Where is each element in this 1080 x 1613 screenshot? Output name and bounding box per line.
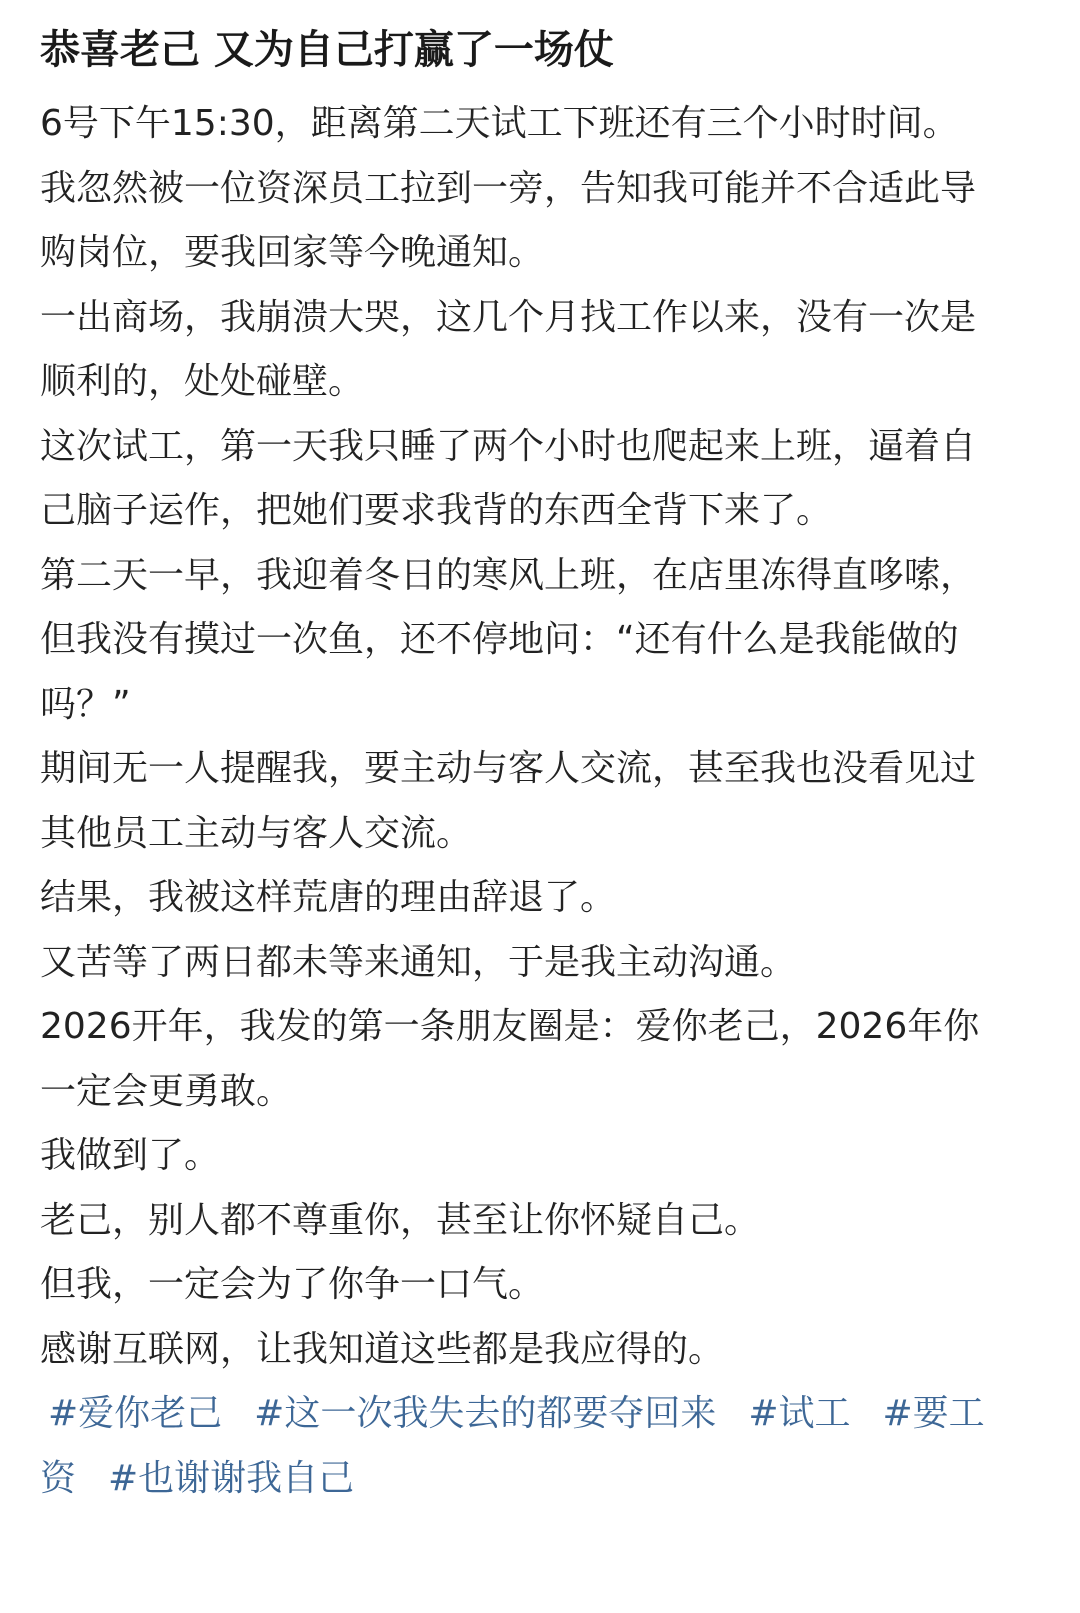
- paragraph: 这次试工，第一天我只睡了两个小时也爬起来上班，逼着自己脑子运作，把她们要求我背的东西全背下来了。: [40, 425, 977, 531]
- post-title: 恭喜老己 又为自己打赢了一场仗: [40, 27, 614, 73]
- paragraph: 我忽然被一位资深员工拉到一旁，告知我可能并不合适此导购岗位，要我回家等今晚通知。: [40, 167, 977, 273]
- paragraph: 一出商场，我崩溃大哭，这几个月找工作以来，没有一次是顺利的，处处碰壁。: [40, 296, 977, 402]
- paragraph: 我做到了。: [40, 1135, 221, 1176]
- hashtag-link[interactable]: #也谢谢我自己: [108, 1457, 355, 1499]
- hashtag-link[interactable]: #试工: [748, 1393, 851, 1434]
- paragraph: 6号下午15:30，距离第二天试工下班还有三个小时时间。: [40, 103, 959, 144]
- paragraph: 又苦等了两日都未等来通知，于是我主动沟通。: [40, 941, 797, 983]
- paragraph: 感谢互联网，让我知道这些都是我应得的。: [40, 1328, 725, 1370]
- hashtag-link[interactable]: #要工资: [40, 1393, 985, 1499]
- paragraph: 第二天一早，我迎着冬日的寒风上班，在店里冻得直哆嗦，但我没有摸过一次鱼，还不停地问：“还有什么是我能做的吗？”: [40, 554, 977, 725]
- paragraph: 2026开年，我发的第一条朋友圈是：爱你老己，2026年你一定会更勇敢。: [40, 1006, 980, 1112]
- hashtag-link[interactable]: #爱你老己: [48, 1393, 223, 1434]
- paragraph: 老己，别人都不尊重你，甚至让你怀疑自己。: [40, 1199, 761, 1241]
- paragraph: 但我，一定会为了你争一口气。: [40, 1264, 545, 1305]
- paragraph: 期间无一人提醒我，要主动与客人交流，甚至我也没看见过其他员工主动与客人交流。: [40, 748, 977, 854]
- paragraph: 结果，我被这样荒唐的理由辞退了。: [40, 877, 617, 918]
- hashtag-link[interactable]: #这一次我失去的都要夺回来: [254, 1393, 717, 1434]
- hashtag-list: [40, 1382, 1004, 1511]
- post-body: [40, 92, 1004, 1511]
